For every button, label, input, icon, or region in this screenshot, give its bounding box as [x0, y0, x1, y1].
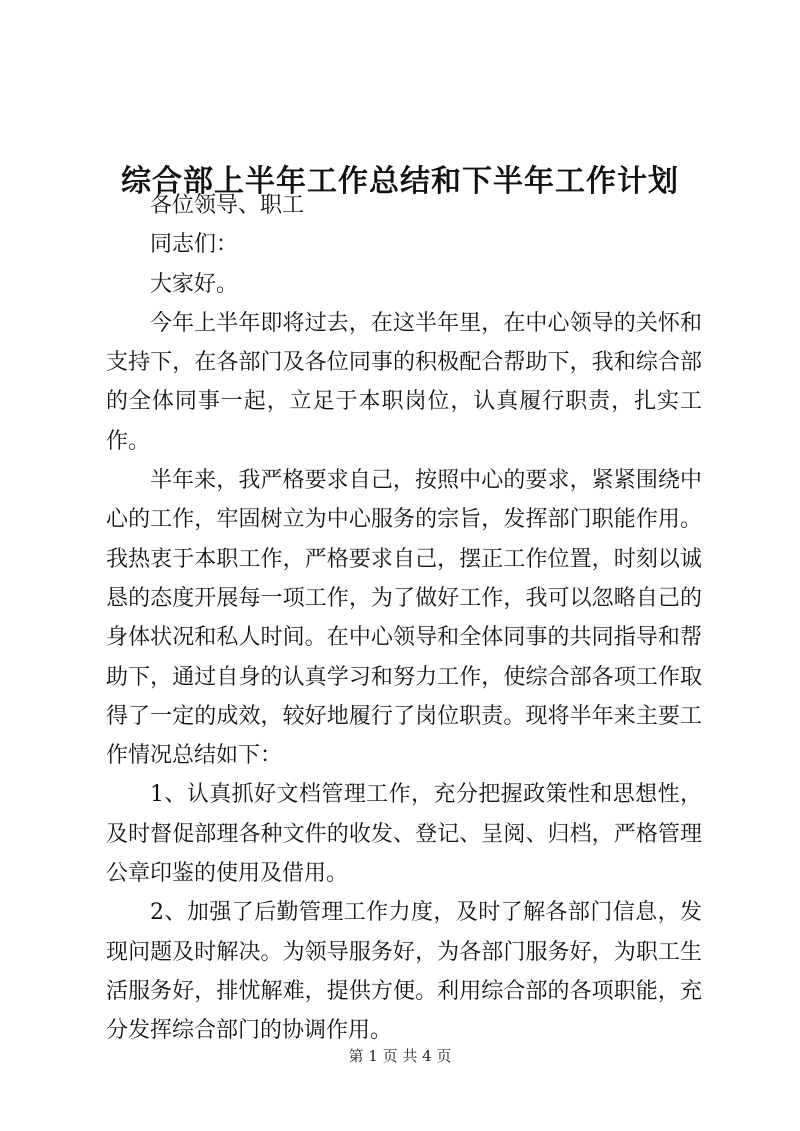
summary-paragraph: 半年来，我严格要求自己，按照中心的要求，紧紧围绕中心的工作，牢固树立为中心服务的宗旨，发挥部门职能作用。我热衷于本职工作，严格要求自己，摆正工作位置，时刻以诚恳的态度开展每一项工作，为了做好工作，我可以忽略自己的身体状况和私人时间。在中心领导和全体同事的共同指导和帮助下，通过自身的认真学习和努力工作，使综合部各项工作取得了一定的成效，较好地履行了岗位职责。现将半年来主要工作情况总结如下： — [106, 468, 702, 769]
intro-paragraph: 今年上半年即将过去，在这半年里，在中心领导的关怀和支持下，在各部门及各位同事的积极配合帮助下，我和综合部的全体同事一起，立足于本职岗位，认真履行职责，扎实工作。 — [106, 310, 702, 454]
greeting: 大家好。 — [150, 271, 239, 297]
page-footer: 第 1 页 共 4 页 — [348, 1047, 452, 1065]
item-1-paragraph: 1、认真抓好文档管理工作，充分把握政策性和思想性，及时督促部理各种文件的收发、登记、呈阅、归档，严格管理公章印鉴的使用及借用。 — [106, 782, 702, 887]
salutation-comrades: 同志们： — [150, 232, 239, 258]
item-2-paragraph: 2、加强了后勤管理工作力度，及时了解各部门信息，发现问题及时解决。为领导服务好，为各部门服务好，为职工生活服务好，排忧解难，提供方便。利用综合部的各项职能，充分发挥综合部门的协调作用。 — [106, 900, 702, 1044]
document-title: 综合部上半年工作总结和下半年工作计划 — [121, 164, 679, 200]
salutation-leaders: 各位领导、职工 — [150, 193, 305, 218]
document-body — [106, 186, 702, 1051]
